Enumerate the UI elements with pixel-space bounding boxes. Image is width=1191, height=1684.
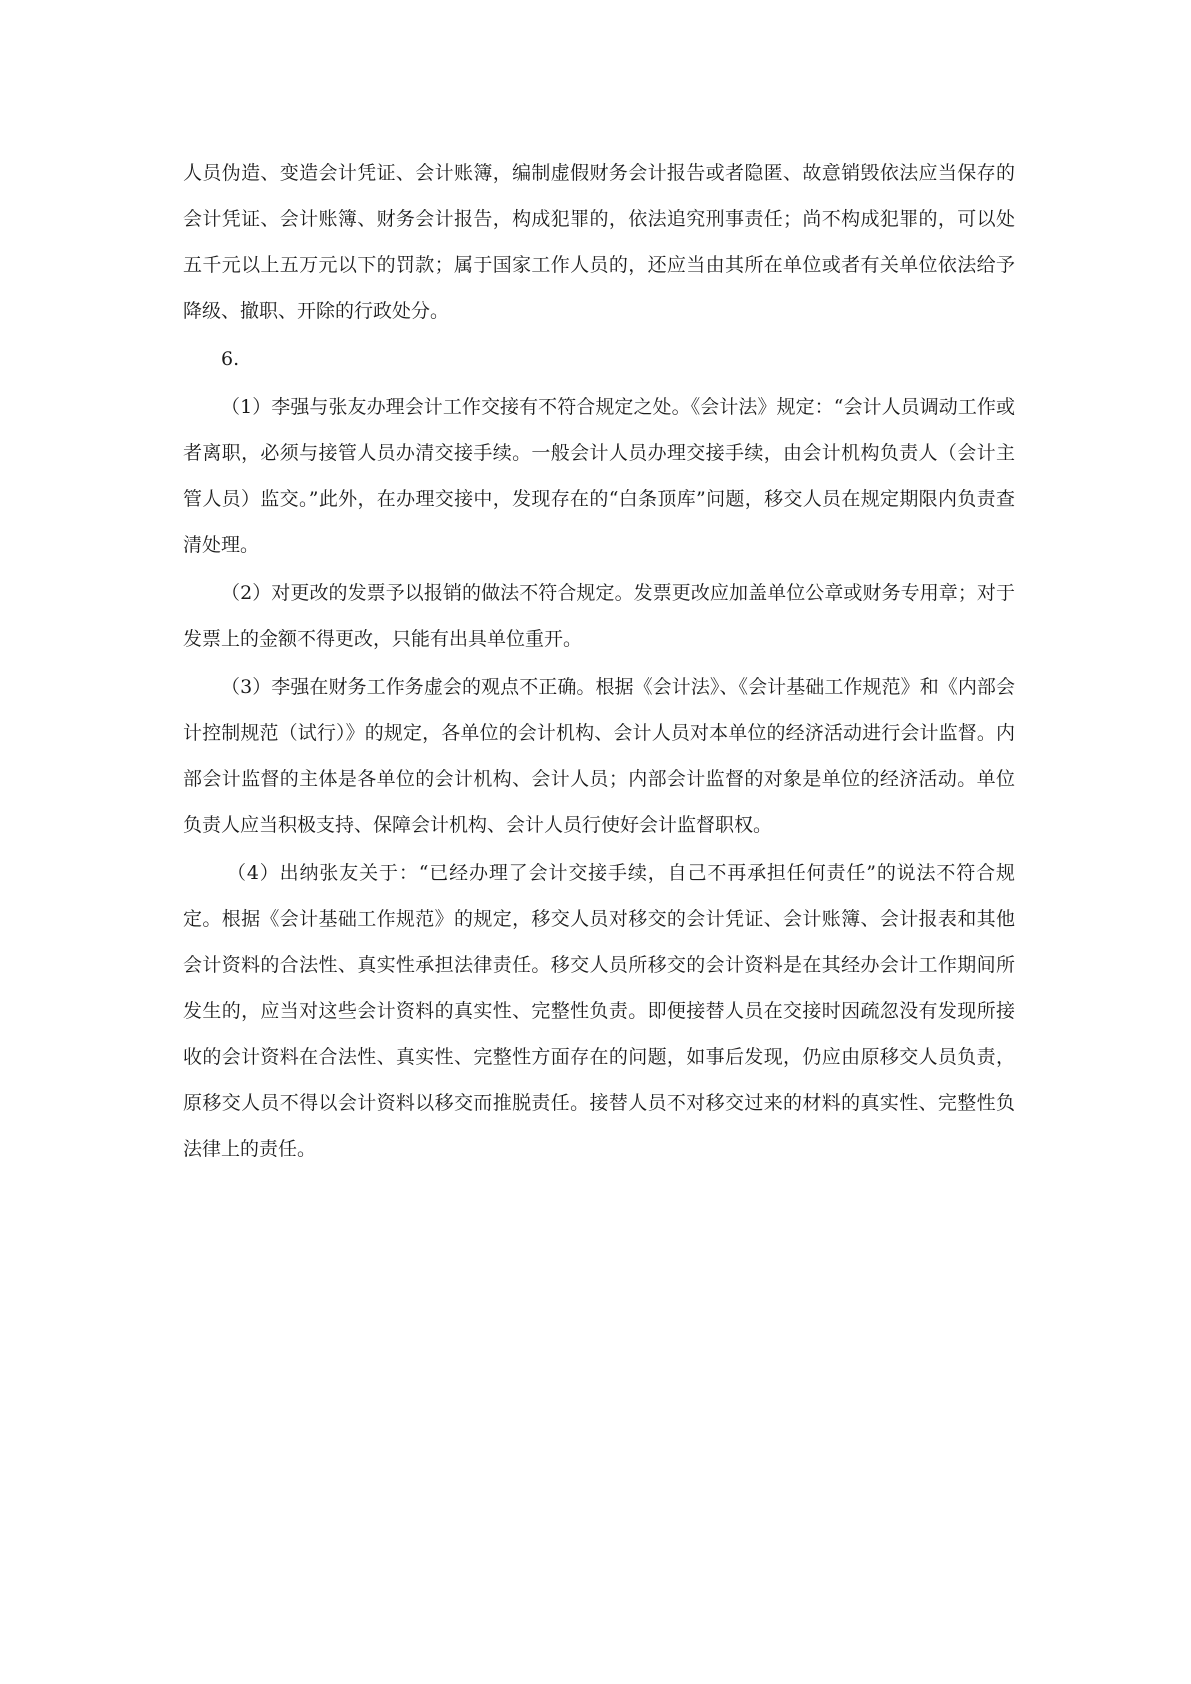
document-body	[183, 150, 1015, 1174]
section-number: 6.	[221, 348, 240, 370]
paragraph-item-1: （1）李强与张友办理会计工作交接有不符合规定之处。《会计法》规定：“会计人员调动工作或者离职，必须与接管人员办清交接手续。一般会计人员办理交接手续，由会计机构负责人（会计主管人员）监交。”此外，在办理交接中，发现存在的“白条顶库”问题，移交人员在规定期限内负责查清处理。	[183, 396, 1015, 556]
paragraph-item-4: （4）出纳张友关于：“已经办理了会计交接手续，自己不再承担任何责任”的说法不符合规定。根据《会计基础工作规范》的规定，移交人员对移交的会计凭证、会计账簿、会计报表和其他会计资料的合法性、真实性承担法律责任。移交人员所移交的会计资料是在其经办会计工作期间所发生的，应当对这些会计资料的真实性、完整性负责。即便接替人员在交接时因疏忽没有发现所接收的会计资料在合法性、真实性、完整性方面存在的问题，如事后发现，仍应由原移交人员负责，原移交人员不得以会计资料以移交而推脱责任。接替人员不对移交过来的材料的真实性、完整性负法律上的责任。	[183, 862, 1015, 1160]
paragraph-item-2: （2）对更改的发票予以报销的做法不符合规定。发票更改应加盖单位公章或财务专用章；对于发票上的金额不得更改，只能有出具单位重开。	[183, 582, 1015, 650]
paragraph-item-3: （3）李强在财务工作务虚会的观点不正确。根据《会计法》、《会计基础工作规范》和《内部会计控制规范（试行）》的规定，各单位的会计机构、会计人员对本单位的经济活动进行会计监督。内部会计监督的主体是各单位的会计机构、会计人员；内部会计监督的对象是单位的经济活动。单位负责人应当积极支持、保障会计机构、会计人员行使好会计监督职权。	[183, 676, 1015, 836]
paragraph-continued: 人员伪造、变造会计凭证、会计账簿，编制虚假财务会计报告或者隐匿、故意销毁依法应当保存的会计凭证、会计账簿、财务会计报告，构成犯罪的，依法追究刑事责任；尚不构成犯罪的，可以处五千元以上五万元以下的罚款；属于国家工作人员的，还应当由其所在单位或者有关单位依法给予降级、撤职、开除的行政处分。	[183, 162, 1015, 322]
